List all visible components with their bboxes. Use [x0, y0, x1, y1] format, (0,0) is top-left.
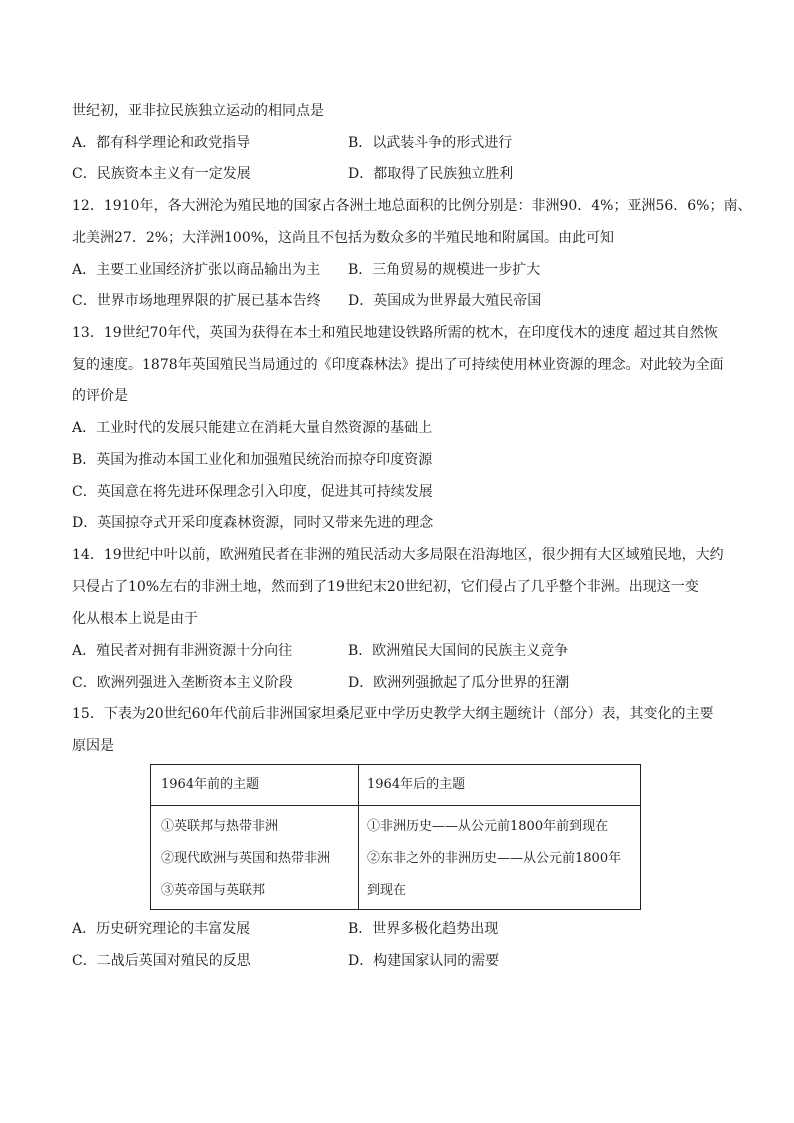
q14-option-a: A．殖民者对拥有非洲资源十分向往 [72, 643, 293, 659]
table-left-item-3: ③英帝国与英联邦 [161, 883, 266, 898]
q14-stem-line-1: 14．19世纪中叶以前，欧洲殖民者在非洲的殖民活动大多局限在沿海地区，很少拥有大区域殖民地，大约 [72, 547, 724, 563]
q12-option-a: A．主要工业国经济扩张以商品输出为主 [72, 262, 321, 278]
syllabus-themes-table [150, 764, 641, 910]
q15-stem-line-1: 15．下表为20世纪60年代前后非洲国家坦桑尼亚中学历史教学大纲主题统计（部分）表，其变化的主要 [72, 706, 714, 722]
table-column-divider [358, 765, 359, 909]
q11-option-c: C．民族资本主义有一定发展 [72, 166, 251, 182]
q13-option-b: B．英国为推动本国工业化和加强殖民统治而掠夺印度资源 [72, 452, 433, 468]
q15-option-c: C．二战后英国对殖民的反思 [72, 953, 251, 969]
q13-stem-line-3: 的评价是 [72, 388, 128, 404]
q12-option-b: B．三角贸易的规模进一步扩大 [348, 262, 541, 278]
q12-option-d: D．英国成为世界最大殖民帝国 [348, 293, 542, 309]
table-right-item-1: ①非洲历史——从公元前1800年前到现在 [367, 819, 609, 834]
table-left-item-2: ②现代欧洲与英国和热带非洲 [161, 851, 331, 866]
q14-option-c: C．欧洲列强进入垄断资本主义阶段 [72, 675, 293, 691]
q12-stem-line-2: 北美洲27．2%；大洋洲100%，这尚且不包括为数众多的半殖民地和附属国。由此可知 [72, 230, 615, 246]
q15-option-b: B．世界多极化趋势出现 [348, 921, 499, 937]
q13-stem-line-1: 13．19世纪70年代，英国为获得在本土和殖民地建设铁路所需的枕木，在印度伐木的速度 超过其自然恢 [72, 325, 718, 341]
q14-option-d: D．欧洲列强掀起了瓜分世界的狂潮 [348, 675, 570, 691]
q13-stem-line-2: 复的速度。1878年英国殖民当局通过的《印度森林法》提出了可持续使用林业资源的理念。对此较为全面 [72, 357, 724, 373]
q12-option-c: C．世界市场地理界限的扩展已基本告终 [72, 293, 321, 309]
q11-option-a: A．都有科学理论和政党指导 [72, 135, 251, 151]
q13-option-a: A．工业时代的发展只能建立在消耗大量自然资源的基础上 [72, 420, 433, 436]
table-right-item-2: ②东非之外的非洲历史——从公元前1800年 [367, 851, 622, 866]
table-left-item-1: ①英联邦与热带非洲 [161, 819, 279, 834]
q12-stem-line-1: 12．1910年，各大洲沦为殖民地的国家占各洲土地总面积的比例分别是：非洲90．4%；亚洲56．6%；南、 [72, 198, 752, 214]
q14-option-b: B．欧洲殖民大国间的民族主义竞争 [348, 643, 569, 659]
q15-stem-line-2: 原因是 [72, 738, 114, 754]
q14-stem-line-3: 化从根本上说是由于 [72, 611, 198, 627]
q15-option-d: D．构建国家认同的需要 [348, 953, 500, 969]
q13-option-d: D．英国掠夺式开采印度森林资源，同时又带来先进的理念 [72, 515, 434, 531]
q13-option-c: C．英国意在将先进环保理念引入印度，促进其可持续发展 [72, 484, 433, 500]
table-header-before-1964: 1964年前的主题 [161, 777, 260, 792]
table-right-item-2-cont: 到现在 [367, 883, 407, 898]
table-header-after-1964: 1964年后的主题 [367, 777, 466, 792]
q15-option-a: A．历史研究理论的丰富发展 [72, 921, 251, 937]
table-header-divider [151, 805, 640, 806]
question-11-stem-tail: 世纪初，亚非拉民族独立运动的相同点是 [72, 103, 324, 119]
q14-stem-line-2: 只侵占了10%左右的非洲土地，然而到了19世纪末20世纪初，它们侵占了几乎整个非洲。出现这一变 [72, 579, 699, 595]
q11-option-b: B．以武装斗争的形式进行 [348, 135, 513, 151]
q11-option-d: D．都取得了民族独立胜利 [348, 166, 514, 182]
